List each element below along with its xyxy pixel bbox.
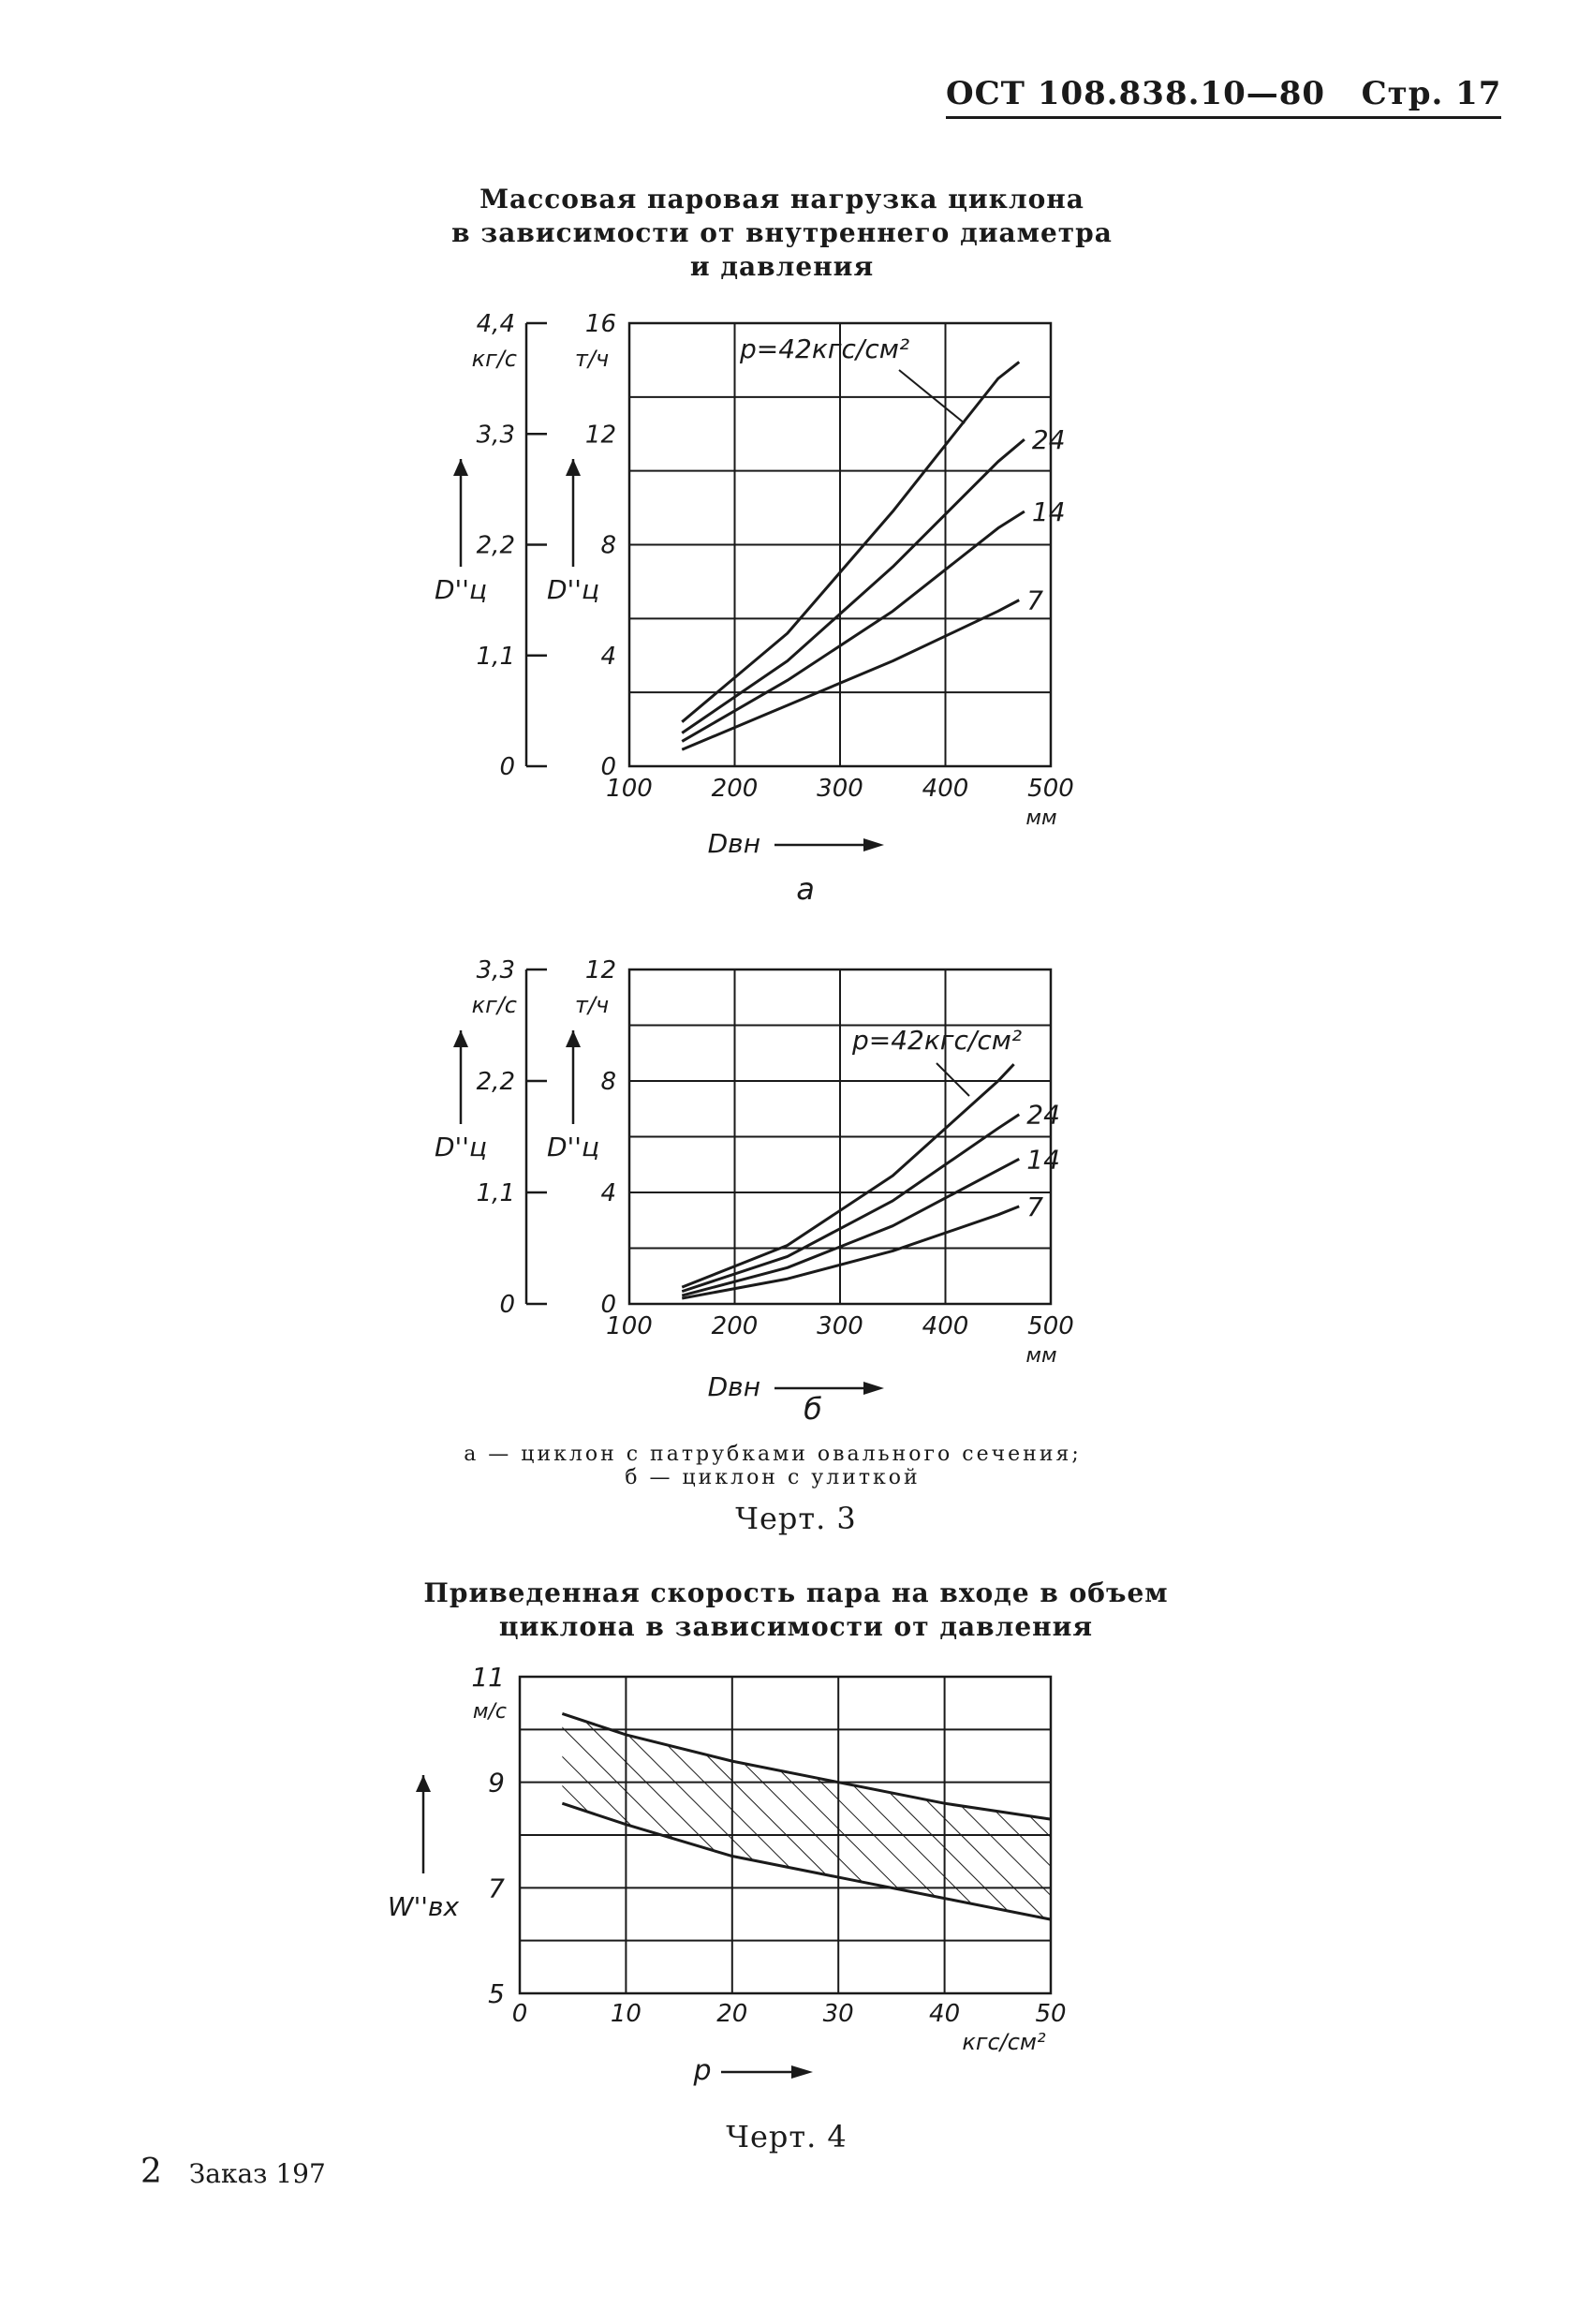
chart_a-series-line: [682, 600, 1019, 750]
chart_a-series-line: [682, 439, 1025, 733]
chart_b-x-tick-label: 100: [606, 1312, 653, 1340]
chart4-x-axis-arrowhead: [791, 2065, 813, 2079]
chart4-y-axis-label: W''вх: [387, 1891, 460, 1922]
chart_a-x-tick-label: 400: [922, 775, 969, 803]
chart_b-x-unit: мм: [1025, 1344, 1057, 1368]
chart_b-x-tick-label: 500: [1027, 1312, 1074, 1340]
chart_b-panel-label: б: [804, 1391, 822, 1427]
chart4-y-axis-arrowhead: [416, 1775, 431, 1792]
chart4-y-tick-label: 7: [488, 1873, 505, 1904]
chart_b-right-scale-label: D''ц: [546, 1132, 600, 1162]
footer-order: Заказ 197: [188, 2158, 326, 2189]
chart_b-right-scale-tick-label: 12: [584, 956, 616, 984]
figure3-title-line: в зависимости от внутреннего диаметра: [451, 217, 1113, 248]
chart_b-left-scale-unit: кг/с: [471, 992, 517, 1018]
chart4-x-tick-label: 30: [822, 2000, 854, 2028]
chart_a-left-scale-tick-label: 0: [499, 753, 515, 781]
chart_a-right-scale-unit: т/ч: [574, 346, 610, 372]
chart_a-right-scale-label: D''ц: [546, 574, 600, 605]
chart_a-left-scale-label: D''ц: [434, 574, 488, 605]
figure3-caption-line: б — циклон с улиткой: [625, 1466, 921, 1489]
chart4-x-tick-label: 20: [716, 2000, 748, 2028]
chart4-y-tick-label: 5: [488, 1978, 505, 2009]
chart_b-x-axis-label: Dвн: [707, 1371, 760, 1402]
chart_b-x-tick-label: 300: [817, 1312, 863, 1340]
chart_a-series-label: 14: [1031, 496, 1066, 528]
chart4-x-unit: кгс/см²: [962, 2029, 1046, 2055]
chart_b-left-scale-tick-label: 1,1: [476, 1179, 515, 1207]
chart_a-right-scale-arrowhead: [566, 459, 581, 476]
figure3-caption: [375, 1443, 1171, 1489]
page-footer: [140, 2153, 326, 2191]
chart_a-x-tick-label: 500: [1027, 775, 1074, 803]
chart_b-left-scale-arrowhead: [453, 1030, 468, 1047]
figure3-title-line: и давления: [689, 251, 875, 282]
chart_b-left-scale-tick-label: 3,3: [476, 956, 515, 984]
chart_a-left-scale-arrowhead: [453, 459, 468, 476]
chart_b-series-line: [682, 1064, 1013, 1287]
chart_a-panel-label: а: [796, 871, 815, 907]
chart_b-series-label: 14: [1026, 1144, 1060, 1176]
chart_b-series-label-leader: [937, 1063, 969, 1096]
page-number: Стр. 17: [1361, 75, 1502, 112]
chart_b-right-scale-tick-label: 0: [600, 1291, 616, 1319]
chart_b-left-scale-label: D''ц: [434, 1132, 488, 1162]
document-code: ОСТ 108.838.10—80: [946, 75, 1326, 112]
chart_a-series-label: р=42кгс/см²: [740, 333, 910, 364]
chart4-x-tick-label: 40: [929, 2000, 961, 2028]
chart4-y-tick-label: 9: [488, 1767, 505, 1799]
figure3-title-line: Массовая паровая нагрузка циклона: [479, 184, 1084, 215]
chart_b-right-scale-tick-label: 8: [600, 1068, 616, 1096]
figure3-label: Черт. 3: [735, 1501, 857, 1536]
chart_b-left-scale-tick-label: 0: [499, 1291, 515, 1319]
figure4-label: Черт. 4: [726, 2119, 848, 2154]
chart_a-right-scale-tick-label: 4: [600, 642, 616, 671]
chart_a-right-scale-tick-label: 0: [600, 753, 616, 781]
chart4-y-unit: м/с: [472, 1700, 507, 1724]
chart_a-x-unit: мм: [1025, 807, 1057, 830]
chart_b-right-scale-tick-label: 4: [600, 1179, 616, 1207]
chart_a-series-line: [682, 511, 1025, 741]
chart_a-series-line: [682, 362, 1019, 721]
figure4-title-line: Приведенная скорость пара на входе в объем: [423, 1577, 1169, 1608]
chart_b-left-scale-tick-label: 2,2: [476, 1068, 515, 1096]
chart_a-x-tick-label: 100: [606, 775, 653, 803]
chart_a-series-label: 24: [1031, 424, 1066, 456]
chart_b-series-line: [682, 1206, 1019, 1298]
chart_a-left-scale-tick-label: 3,3: [476, 421, 515, 450]
chart_a-series-label: 7: [1026, 585, 1044, 616]
figure4-title: [375, 1576, 1217, 1644]
chart4-x-tick-label: 0: [511, 2000, 528, 2028]
chart_a-x-tick-label: 200: [711, 775, 759, 803]
chart4-x-axis-label: р: [693, 2054, 712, 2087]
chart4-y-tick-label: 11: [471, 1662, 505, 1693]
chart_a-x-axis-label: Dвн: [707, 828, 760, 859]
chart_a-left-scale-tick-label: 2,2: [476, 531, 515, 560]
chart_b-right-scale-unit: т/ч: [574, 992, 610, 1018]
figure4-title-line: циклона в зависимости от давления: [498, 1611, 1094, 1642]
figure3-caption-line: а — циклон с патрубками овального сечения;: [464, 1443, 1082, 1466]
chart_b-x-tick-label: 200: [711, 1312, 759, 1340]
chart_b-x-tick-label: 400: [922, 1312, 969, 1340]
chart_a-left-scale-tick-label: 1,1: [476, 642, 515, 671]
chart_a-left-scale-unit: кг/с: [471, 346, 517, 372]
chart_b-series-label: 24: [1026, 1099, 1060, 1131]
chart_b-x-axis-arrowhead: [863, 1382, 884, 1395]
chart_a-x-axis-arrowhead: [863, 838, 884, 851]
chart_b-series-label: 7: [1026, 1191, 1044, 1222]
chart_a-right-scale-tick-label: 12: [584, 421, 616, 450]
footer-sheet-number: 2: [140, 2153, 162, 2191]
chart_a-right-scale-tick-label: 8: [600, 531, 616, 560]
chart_b-right-scale-arrowhead: [566, 1030, 581, 1047]
chart_a-left-scale-tick-label: 4,4: [476, 310, 515, 338]
chart_a-x-tick-label: 300: [817, 775, 863, 803]
chart_a-right-scale-tick-label: 16: [584, 310, 616, 338]
chart4-x-tick-label: 50: [1035, 2000, 1067, 2028]
chart4-x-tick-label: 10: [610, 2000, 642, 2028]
chart_b-series-label: р=42кгс/см²: [852, 1025, 1023, 1056]
